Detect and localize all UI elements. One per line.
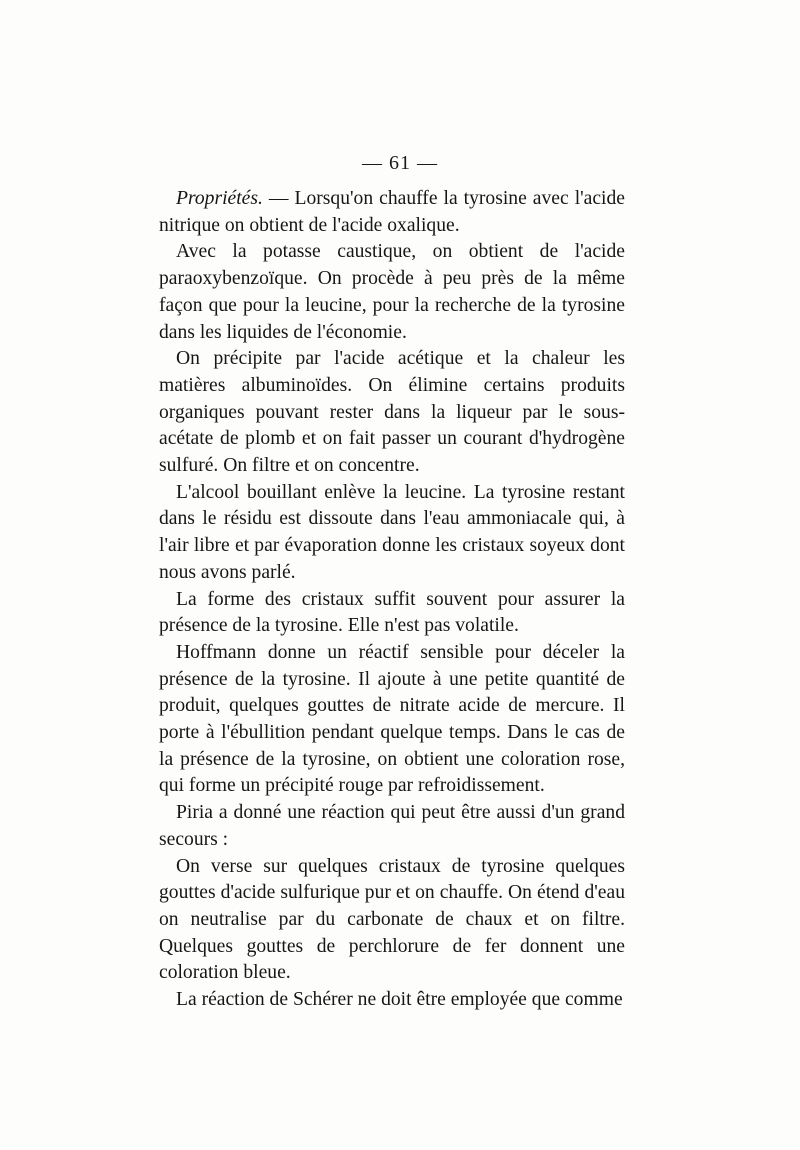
paragraph-on-verse: On verse sur quelques cristaux de tyrosine quelques gouttes d'acide sulfurique pur et on chauffe. On étend d'eau on neutralise par du carbonate de chaux et on filtre. Quelques gouttes de perchlorure de fer donnent une coloration bleue.: [159, 855, 625, 984]
paragraph-piria: Piria a donné une réaction qui peut être aussi d'un grand secours :: [159, 802, 625, 850]
paragraph-forme-cristaux: La forme des cristaux suffit souvent pour assurer la présence de la tyrosine. Elle n'est pas volatile.: [159, 588, 625, 637]
paragraph-alcool: L'alcool bouillant enlève la leucine. La tyrosine restant dans le résidu est dissoute dans l'eau ammoniacale qui, à l'air libre et par évaporation donne les cristaux soyeux dont nous avons parlé.: [159, 481, 625, 583]
section-heading-italic: Propriétés.: [176, 188, 263, 209]
paragraph-hoffmann: Hoffmann donne un réactif sensible pour déceler la présence de la tyrosine. Il ajoute à une petite quantité de produit, quelques gouttes de nitrate acide de mercure. Il porte à l'ébullition pendant quelque temps. Dans le cas de la présence de la tyrosine, on obtient une coloration rose, qui forme un précipité rouge par refroidissement.: [159, 641, 625, 797]
paragraph-scherer: La réaction de Schérer ne doit être employée que comme: [176, 989, 623, 1011]
paragraph-potasse: Avec la potasse caustique, on obtient de l'acide paraoxybenzoïque. On procède à peu près de la même façon que pour la leucine, pour la recherche de la tyrosine dans les liquides de l'économie.: [159, 241, 625, 343]
paragraph-precipite: On précipite par l'acide acétique et la chaleur les matières albuminoïdes. On élimine certains produits organiques pouvant rester dans la liqueur par le sous-acétate de plomb et on fait passer un courant d'hydrogène sulfuré. On filtre et on concentre.: [159, 348, 625, 477]
paragraph-proprietes: [159, 186, 625, 239]
body-text: [159, 186, 625, 1014]
page-number: — 61 —: [362, 152, 438, 174]
paragraph-text: — Lorsqu'on chauffe la tyrosine avec l'acide nitrique on obtient de l'acide oxalique.: [159, 188, 625, 236]
